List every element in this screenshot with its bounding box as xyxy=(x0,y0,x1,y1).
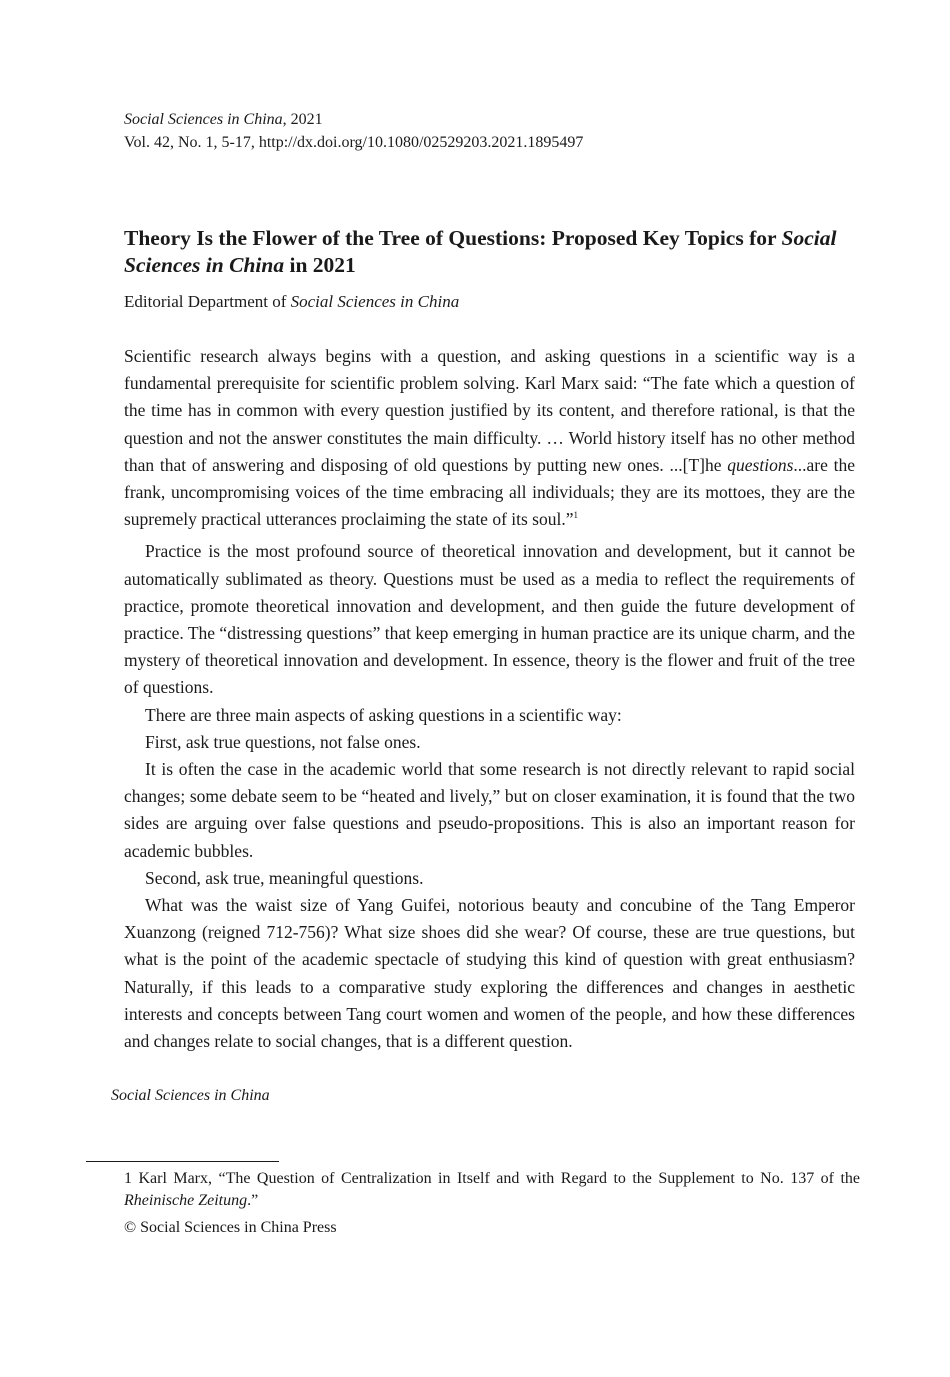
paragraph-7: What was the waist size of Yang Guifei, notorious beauty and concubine of the Tang Emperor Xuanzong (reigned 712-756)? What size shoes did she wear? Of course, these are true questions, but what is the point of the academic spectacle of studying this kind of question with great enthusiasm? Naturally, if this leads to a comparative study exploring the differences and changes in aesthetic interests and concepts between Tang court women and women of the people, and how these differences and changes relate to social changes, that is a different question. xyxy=(124,895,855,1052)
journal-year: , 2021 xyxy=(282,111,323,128)
paragraph-6: Second, ask true, meaningful questions. xyxy=(145,867,424,888)
paragraph-2: Practice is the most profound source of theoretical innovation and development, but it cannot be automatically sublimated as theory. Questions must be used as a media to reflect the requirements of practice, promote theoretical innovation and development, and then guide the future development of practice. The “distressing questions” that keep emerging in human practice are its unique charm, and the mystery of theoretical innovation and development. In essence, theory is the flower and fruit of the tree of questions. xyxy=(124,541,855,698)
journal-name: Social Sciences in China xyxy=(124,111,283,128)
journal-citation-line xyxy=(124,108,855,131)
title-journal-name: Social Sciences in China xyxy=(124,226,837,277)
paragraph-5: It is often the case in the academic world that some research is not directly relevant to rapid social changes; some debate seem to be “heated and lively,” but on closer examination, it is found that the two sides are arguing over false questions and pseudo-propositions. This is also an important reason for academic bubbles. xyxy=(124,759,855,861)
paragraph-1: Scientific research always begins with a question, and asking questions in a scientific way is a fundamental prerequisite for scientific problem solving. Karl Marx said: “The fate which a question of the time has in common with every question justified by its content, and therefore rational, is that the question and not the answer constitutes the main difficulty. … World history itself has no other method than that of answering and disposing of old questions by putting new ones. ...[T]he questions...are the frank, uncompromising voices of the time embracing all individuals; they are its mottoes, they are the supremely practical utterances proclaiming the state of its soul.”$^1$ xyxy=(124,346,855,530)
footnote-ref-1[interactable]: 1 xyxy=(573,510,578,521)
journal-header xyxy=(124,108,855,154)
paragraph-3: There are three main aspects of asking questions in a scientific way: xyxy=(145,704,622,725)
article-page xyxy=(124,108,855,1055)
paragraph-4: First, ask true questions, not false ones. xyxy=(145,731,421,752)
author-journal-name: Social Sciences in China xyxy=(290,292,460,311)
signature: Social Sciences in China xyxy=(111,1087,270,1104)
volume-doi-line: Vol. 42, No. 1, 5-17, http://dx.doi.org/10.1080/02529203.2021.1895497 xyxy=(124,134,584,151)
footnotes xyxy=(124,1168,860,1239)
footnote-1: 1 Karl Marx, “The Question of Centralization in Itself and with Regard to the Supplement to No. 137 of the Rheinische Zeitung.” xyxy=(124,1170,860,1209)
article-author: Editorial Department of Social Sciences in China xyxy=(124,292,460,311)
footnote-divider xyxy=(86,1161,279,1162)
article-title: Theory Is the Flower of the Tree of Questions: Proposed Key Topics for Social Sciences in China in 2021 xyxy=(124,226,837,277)
copyright-notice: © Social Sciences in China Press xyxy=(124,1219,337,1236)
article-body xyxy=(124,343,855,1055)
